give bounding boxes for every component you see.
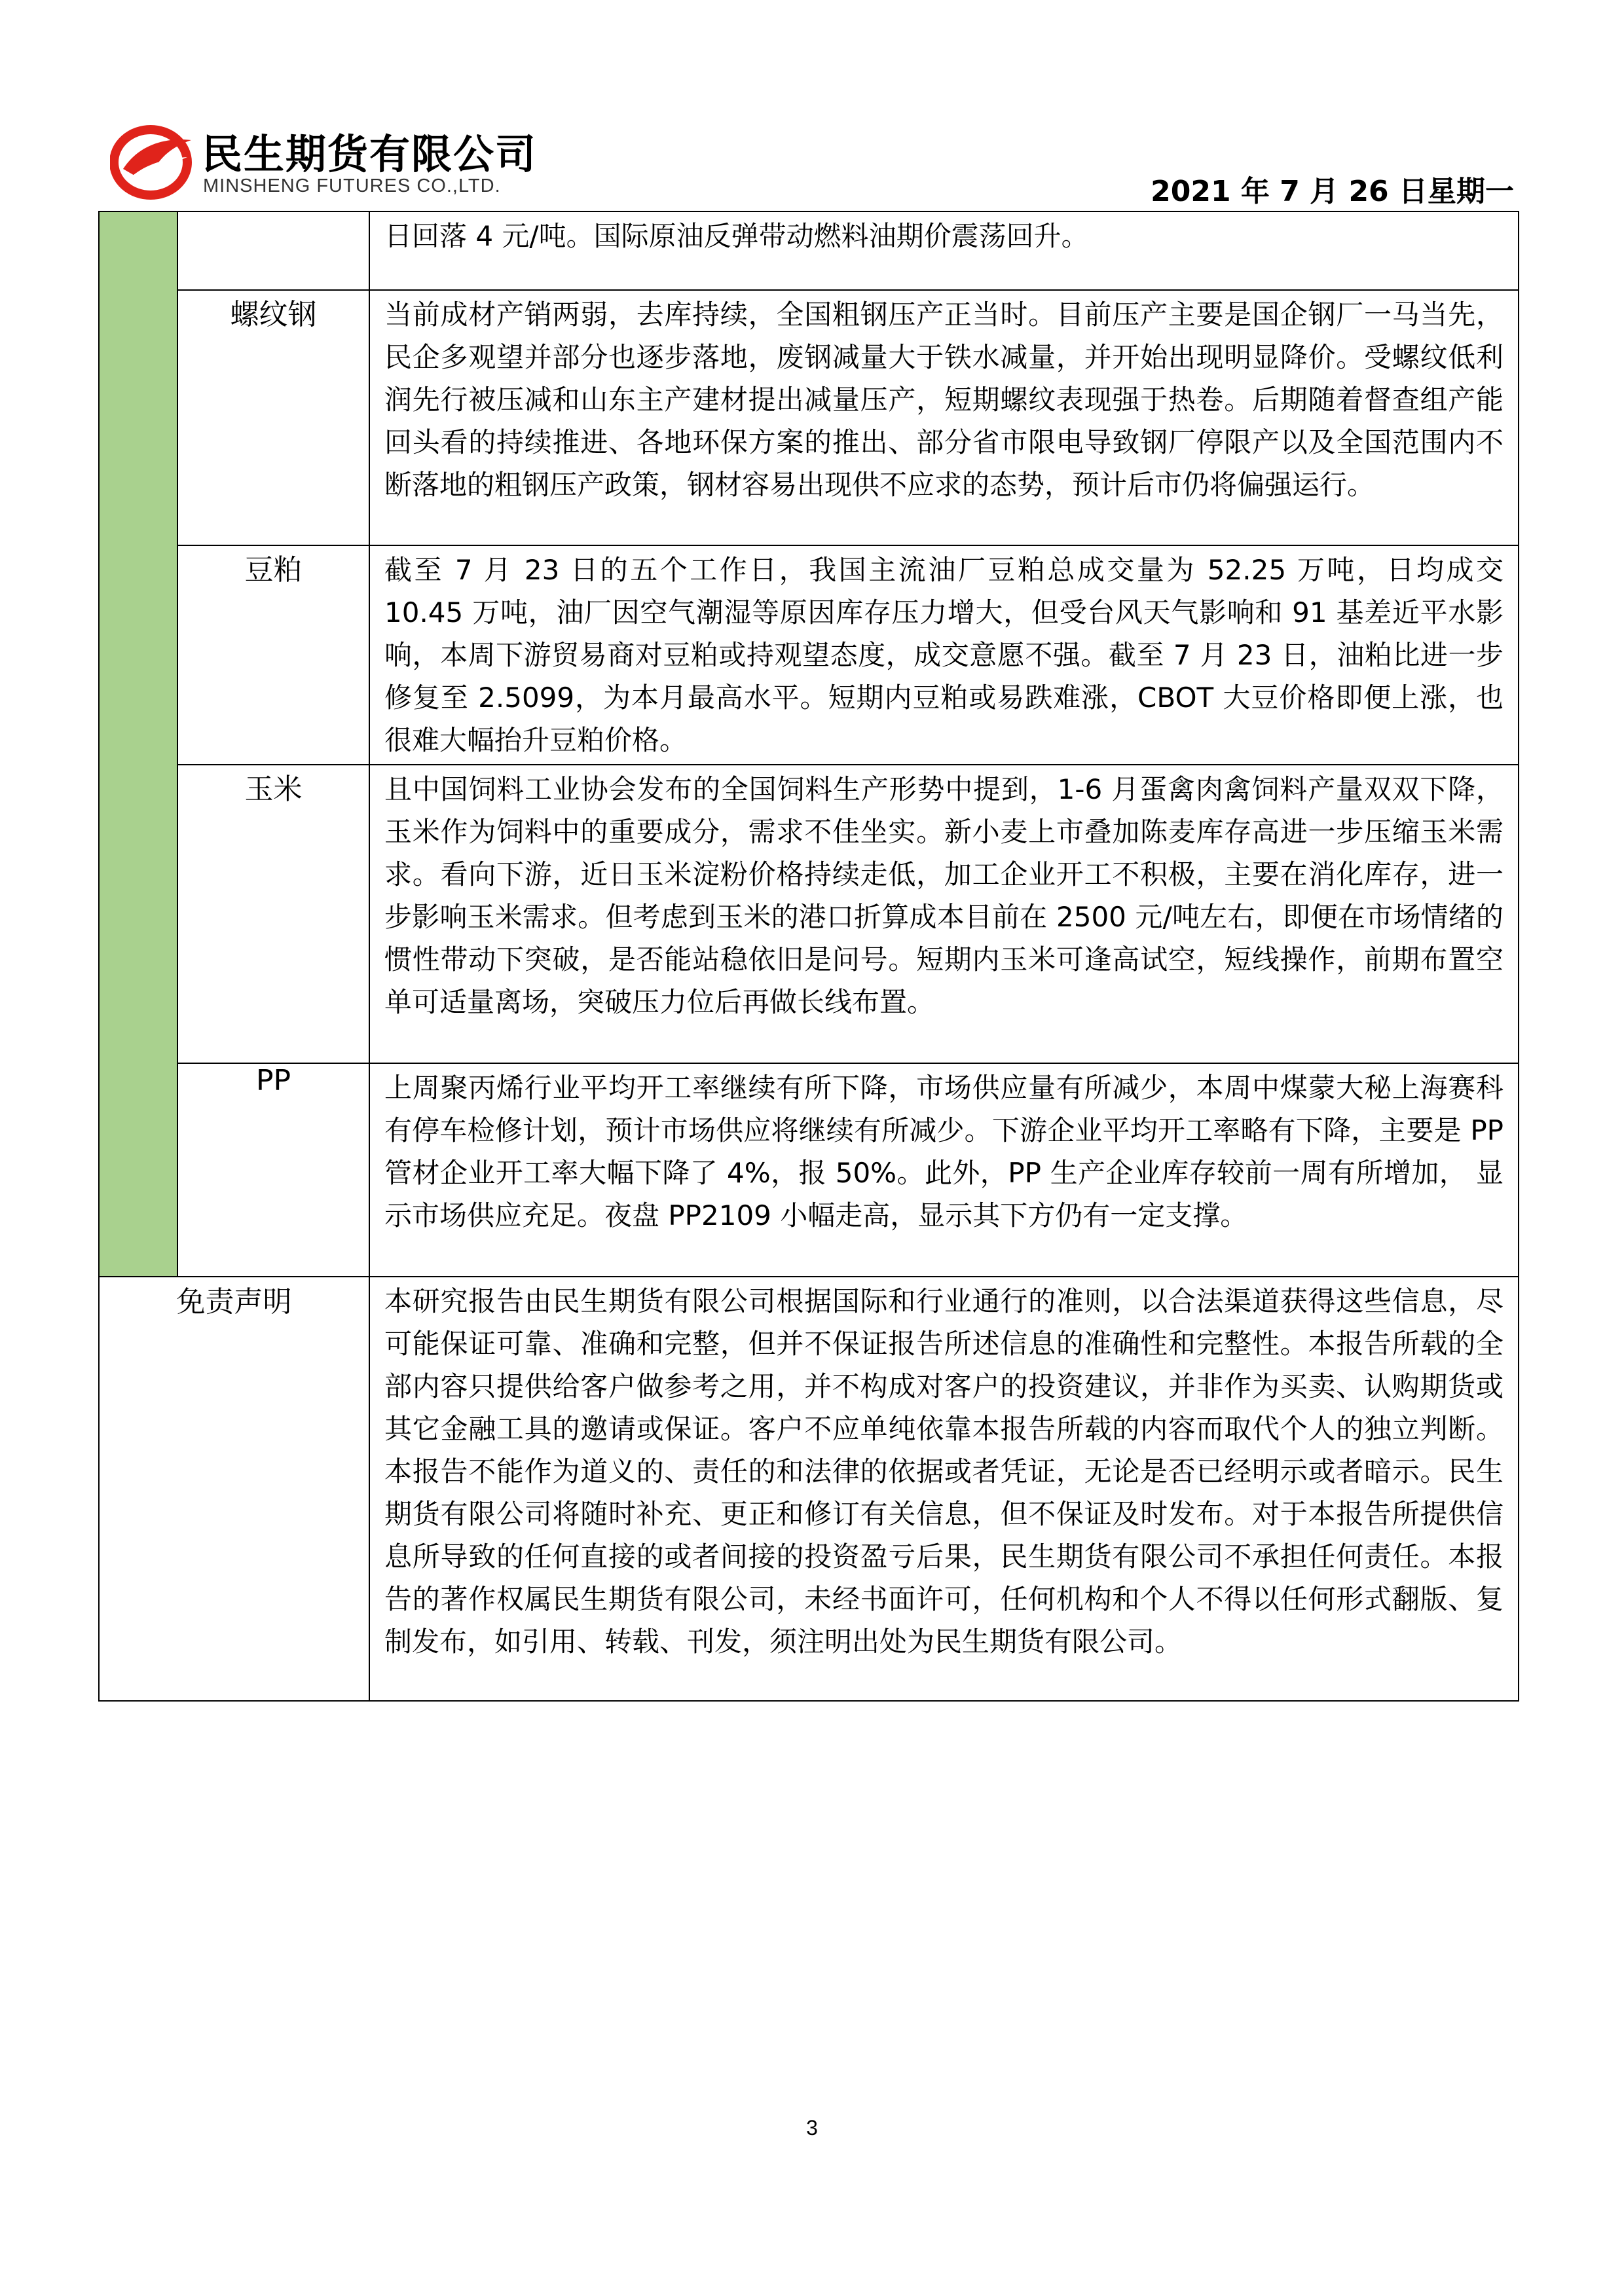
table-row (99, 211, 1519, 290)
table-row (99, 290, 1519, 545)
row-text: 上周聚丙烯行业平均开工率继续有所下降，市场供应量有所减少，本周中煤蒙大秘上海赛科 有停车检修计划，预计市场供应将继续有所减少。下游企业平均开工率略有下降，主要是 PP 管材企业开工率大幅下降了 4%，报 50%。此外，PP 生产企业库存较前一周有所增加， 显示市场供应充足。夜盘 PP2109 小幅走高，显示其下方仍有一定支撑。 (369, 1063, 1519, 1277)
row-text: 当前成材产销两弱，去库持续，全国粗钢压产正当时。目前压产主要是国企钢厂一马当先，民企多观望并部分也逐步落地，废钢减量大于铁水减量，并开始出现明显降价。受螺纹低利润先行被压减和山东主产建材提出减量压产，短期螺纹表现强于热卷。后期随着督查组产能回头看的持续推进、各地环保方案的推出、部分省市限电导致钢厂停限产以及全国范围内不断落地的粗钢压产政策，钢材容易出现供不应求的态势，预计后市仍将偏强运行。 (369, 290, 1519, 545)
row-label: PP (177, 1063, 369, 1277)
row-text: 截至 7 月 23 日的五个工作日，我国主流油厂豆粕总成交量为 52.25 万吨，日均成交 10.45 万吨，油厂因空气潮湿等原因库存压力增大，但受台风天气影响和 91 基差近平水影响，本周下游贸易商对豆粕或持观望态度，成交意愿不强。截至 7 月 23 日，油粕比进一步修复至 2.5099，为本月最高水平。短期内豆粕或易跌难涨，CBOT 大豆价格即便上涨，也很难大幅抬升豆粕价格。 (369, 545, 1519, 765)
row-label: 玉米 (177, 765, 369, 1063)
company-name-cn: 民生期货有限公司 (202, 130, 538, 178)
report-date: 2021 年 7 月 26 日星期一 (1151, 175, 1514, 208)
disclaimer-label: 免责声明 (99, 1277, 369, 1701)
table-row (99, 545, 1519, 765)
page-number: 3 (806, 2116, 818, 2140)
row-label: 豆粕 (177, 545, 369, 765)
row-label (177, 211, 369, 290)
category-band (99, 211, 177, 1277)
logo-swoosh-icon (110, 118, 195, 203)
company-name-en: MINSHENG FUTURES CO.,LTD. (203, 175, 501, 196)
report-table (98, 211, 1519, 1702)
table-row (99, 1063, 1519, 1277)
disclaimer-text: 本研究报告由民生期货有限公司根据国际和行业通行的准则，以合法渠道获得这些信息，尽可能保证可靠、准确和完整，但并不保证报告所述信息的准确性和完整性。本报告所载的全部内容只提供给客户做参考之用，并不构成对客户的投资建议，并非作为买卖、认购期货或其它金融工具的邀请或保证。客户不应单纯依靠本报告所载的内容而取代个人的独立判断。本报告不能作为道义的、责任的和法律的依据或者凭证，无论是否已经明示或者暗示。民生期货有限公司将随时补充、更正和修订有关信息，但不保证及时发布。对于本报告所提供信息所导致的任何直接的或者间接的投资盈亏后果，民生期货有限公司不承担任何责任。本报告的著作权属民生期货有限公司，未经书面许可，任何机构和个人不得以任何形式翻版、复制发布，如引用、转载、刊发，须注明出处为民生期货有限公司。 (369, 1277, 1519, 1701)
row-label: 螺纹钢 (177, 290, 369, 545)
company-logo (110, 118, 595, 203)
disclaimer-row (99, 1277, 1519, 1701)
table-row (99, 765, 1519, 1063)
row-text: 且中国饲料工业协会发布的全国饲料生产形势中提到，1-6 月蛋禽肉禽饲料产量双双下降，玉米作为饲料中的重要成分，需求不佳坐实。新小麦上市叠加陈麦库存高进一步压缩玉米需求。看向下游，近日玉米淀粉价格持续走低，加工企业开工不积极，主要在消化库存，进一步影响玉米需求。但考虑到玉米的港口折算成本目前在 2500 元/吨左右，即便在市场情绪的惯性带动下突破，是否能站稳依旧是问号。短期内玉米可逢高试空，短线操作，前期布置空单可适量离场，突破压力位后再做长线布置。 (369, 765, 1519, 1063)
row-text: 日回落 4 元/吨。国际原油反弹带动燃料油期价震荡回升。 (369, 211, 1519, 290)
